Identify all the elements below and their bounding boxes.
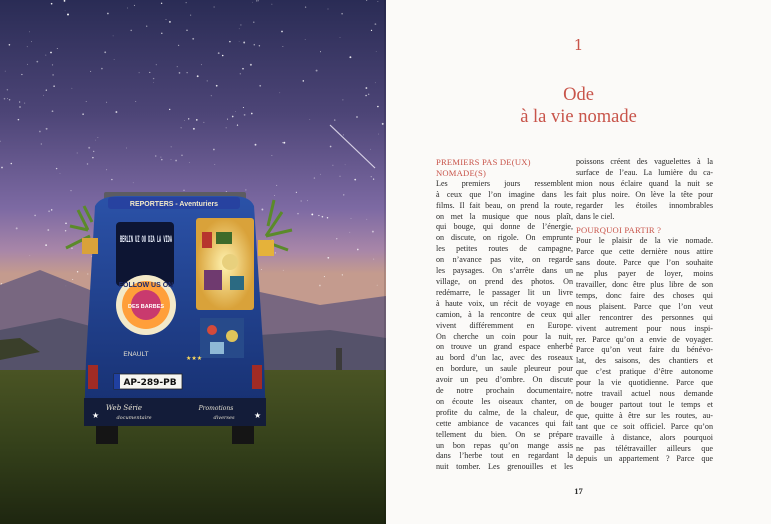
svg-text:★: ★ [92,411,100,420]
star [375,82,376,83]
star [376,51,377,52]
star [171,159,172,160]
star [65,222,67,224]
right-body-text-top [576,157,713,222]
star [101,68,103,70]
star [161,33,162,34]
page-number: 17 [574,486,583,496]
text-line: sans doute. Parce que l’on souhaite [576,258,713,268]
star [29,31,30,32]
star [95,140,96,141]
sticker-text: FOLLOW US ON [118,282,174,289]
star [351,218,352,219]
star [115,111,117,113]
star [256,0,257,1]
star [130,30,132,32]
chapter-title-line-1: Ode [563,85,594,105]
star [171,147,172,148]
star [214,164,215,165]
text-line: tellement du bien. On se prépare [436,429,573,439]
star [296,192,297,193]
star [71,248,72,249]
star [356,116,358,118]
star [240,73,241,74]
star [7,89,8,90]
star [184,120,185,121]
star [314,177,315,178]
star [181,155,183,157]
text-line: On cherche un coin pour la nuit, [436,331,573,341]
star [106,102,107,103]
star [27,64,28,65]
text-line: temps, donc faire des choses qui [576,290,713,300]
star [98,137,99,138]
star [92,157,94,159]
star [153,78,154,79]
star [19,101,20,102]
star [72,279,73,280]
star [41,143,42,144]
star [9,44,11,46]
column-right [576,157,713,465]
right-body-text [576,236,713,465]
star [197,75,199,77]
star [235,111,236,112]
panel-left-1: Web Série [105,404,143,412]
star [311,213,313,215]
star [127,8,128,9]
star [283,270,284,271]
star [377,285,378,286]
text-line: Pour le plaisir de la vie nomade. [576,236,713,246]
star [259,45,260,46]
star [169,109,170,110]
star [250,64,252,66]
star [161,3,162,4]
star [332,165,333,166]
star [283,46,284,47]
star [56,168,57,169]
star [24,103,25,104]
star [153,82,154,83]
license-plate: AP-289-PB [123,378,177,388]
text-page [386,0,771,524]
star [343,194,344,195]
star [243,107,244,108]
star [239,28,240,29]
star [255,144,257,146]
star [190,15,191,16]
star [155,155,156,156]
star [46,128,48,130]
star [372,231,374,233]
text-line: travailler, donc être plus libre de son [576,279,713,289]
star [156,64,157,65]
heading-line: PREMIERS PAS DE(UX) [436,157,531,167]
text-line: rer. Parce qu’on a envie de voyager. [576,334,713,344]
star [282,142,283,143]
star [378,134,379,135]
star [303,80,305,82]
star [113,36,114,37]
star [72,88,73,89]
star [258,0,259,1]
star [354,179,356,181]
chapter-title [386,84,771,128]
star [366,0,367,1]
column-left [436,157,573,473]
star [186,2,187,3]
left-body-text [436,179,573,473]
star [5,71,6,72]
star [161,159,163,161]
star [48,210,50,212]
star [213,149,215,151]
text-line: ne plus payer de loyer, moins [576,269,713,279]
star [366,219,367,220]
star [57,48,58,49]
star [375,23,377,25]
star [343,134,344,135]
star [67,14,69,16]
star [188,118,189,119]
star [19,106,20,107]
star [297,213,299,215]
star [192,38,194,40]
star [345,164,346,165]
heading-line: NOMADE(S) [436,167,487,178]
star [169,21,171,23]
star [1,167,3,169]
star [357,249,359,251]
star [320,174,321,175]
star [320,51,321,52]
star [261,269,262,270]
text-line: à ceux que l’on imagine dans les [436,189,573,199]
star [104,51,106,53]
star [82,113,84,115]
section-heading-premiers-pas [436,157,573,179]
star [272,155,273,156]
star [178,45,179,46]
text-line: en bordure, un saule pleureur pour [436,364,573,374]
star [243,42,245,44]
star [330,146,332,148]
star [371,30,372,31]
star [226,128,227,129]
text-line: on met la musique que nous plaît, [436,211,573,221]
star [327,217,328,218]
star [322,216,324,218]
star [34,215,36,217]
star [316,70,318,72]
star [87,273,88,274]
star [29,255,30,256]
star [135,101,136,102]
star [177,66,178,67]
text-line: au bord d’un lac, avec des roseaux [436,353,573,363]
text-line: que, quitte à être sur les routes, au- [576,410,713,420]
star [319,285,321,287]
star [114,59,115,60]
star [39,131,41,133]
star [275,252,276,253]
panel-right-2: diverses [213,415,235,421]
text-line: tant que ce soit officiel. Parce qu’on [576,421,713,431]
star [254,44,256,46]
star [252,2,253,3]
star [52,110,54,112]
text-line: qui bouge, qui donne de l’énergie, [436,222,573,232]
star [186,30,187,31]
star [349,232,350,233]
star [207,80,208,81]
text-line: regarder les étoiles innombrables [576,200,713,210]
text-line: aller rencontrer des personnes qui [576,312,713,322]
text-line: mion nous éclaire quand la nuit se [576,178,713,188]
star [279,92,280,93]
star [149,72,150,73]
star [340,176,341,177]
section-heading-pourquoi-partir: POURQUOI PARTIR ? [576,225,662,236]
star [16,227,18,229]
text-line: nous plaisent. Parce que l’on veut [576,301,713,311]
star [237,124,238,125]
star [218,52,220,54]
star [133,182,134,183]
star [216,85,218,87]
star [253,22,254,23]
star [187,72,188,73]
star [160,157,161,158]
star [242,68,244,70]
text-line: notre travail actuel nous demande [576,389,713,399]
star [183,190,184,191]
star [43,95,44,96]
star [18,119,20,121]
star [272,4,273,5]
star [305,39,306,40]
star [196,119,198,121]
text-line: travaille à distance, alors pourquoi [576,432,713,442]
text-line: pour la vie quotidienne. Parce que [576,378,713,388]
text-line: Parce qu’on veut faire du bénévo- [576,345,713,355]
star [305,6,306,7]
star [86,101,87,102]
star [7,98,8,99]
star [373,259,374,260]
star [9,99,10,100]
star [88,147,90,149]
text-line: redémarre, le passager lit un livre [436,287,573,297]
star [340,37,341,38]
star [36,61,38,63]
star [377,106,379,108]
text-line: on n’avance pas vite, on regarde [436,255,573,265]
star [52,64,53,65]
text-line: un bon repas qu’on mange assis [436,440,573,450]
star [283,142,285,144]
star [87,163,88,164]
text-line: les paysages. On s’arrête dans un [436,266,573,276]
text-line: à haute voix, un récit de voyage en [436,298,573,308]
star [307,200,308,201]
text-line: Les premiers jours ressemblent [436,178,573,188]
star [227,119,228,120]
text-line: poissons créent des vaguelettes à la [576,157,713,166]
text-line: avoir un peu d’ombre. On discute [436,375,573,385]
roof-sign: REPORTERS - Aventuriers [129,201,219,208]
star [301,201,302,202]
star [328,9,329,10]
star [65,10,66,11]
text-line: fait plus noire. On lève la tête pour [576,189,713,199]
text-line: profite du calme, de la chaleur, de [436,407,573,417]
text-line: films. Il fait beau, on prend la route, [436,200,573,210]
star [60,173,61,174]
star [259,85,261,87]
star [46,90,47,91]
star [90,71,91,72]
star [365,87,367,89]
star [53,85,55,87]
text-line: dans le ciel. [576,211,615,221]
star [349,56,351,58]
text-line: de notre prochain documentaire, [436,386,573,396]
text-line: cette ambiance de vacances qui fait [436,418,573,428]
star [204,122,205,123]
text-line: les petites routes de campagne, [436,244,573,254]
svg-text:★★★: ★★★ [186,355,203,362]
star [318,215,319,216]
star [51,3,53,5]
text-line: depuis un appartement ? Parce que [576,454,713,464]
brand-text: ENAULT [123,351,149,358]
star [175,160,177,162]
star [365,95,367,97]
star [134,5,135,6]
star [77,152,78,153]
star [201,64,202,65]
svg-text:★: ★ [254,411,262,420]
star [65,230,66,231]
star [324,276,325,277]
star [50,52,52,54]
star [327,257,329,259]
star [251,113,253,115]
text-line: on écoute les oiseaux chanter, on [436,396,573,406]
text-line: on discute, on rigole. On emprunte [436,233,573,243]
star [106,169,107,170]
star [139,72,140,73]
star [244,114,246,116]
star [368,94,369,95]
star [64,0,66,2]
star [334,120,335,121]
star [47,229,49,231]
star [245,189,246,190]
star [373,178,374,179]
star [27,46,28,47]
star [107,13,109,15]
star [181,127,182,128]
star [77,271,78,272]
star [51,209,52,210]
star [222,55,224,57]
star [189,162,190,163]
star [370,149,371,150]
text-line: vivent différemment en Europe. [436,320,573,330]
star [336,238,337,239]
sticker-sub: DES BARBES [127,304,165,310]
text-line: ne pas télétravailler ailleurs que [576,443,713,453]
panel-right-1: Promotions [198,405,234,412]
star [229,41,231,43]
star [342,99,343,100]
star [240,24,241,25]
text-line: Parce que cette dernière nous attire [576,247,713,257]
chapter-title-line-2: à la vie nomade [520,107,637,127]
star [211,95,212,96]
star [276,185,277,186]
star [274,195,275,196]
star [93,151,94,152]
text-line: on trouve un grand espace enherbé [436,342,573,352]
star [111,179,112,180]
star [146,26,147,27]
text-line: village, on prend des photos. On [436,276,573,286]
star [52,74,54,76]
star [179,72,181,74]
star [166,19,167,20]
text-line: lat, des saisons, des chantiers et [576,356,713,366]
chapter-number: 1 [573,36,584,54]
star [232,116,234,118]
star [281,31,283,33]
star [214,6,215,7]
text-line: que c’est pratique d’être autonome [576,367,713,377]
star [371,176,372,177]
star [4,98,6,100]
star [261,209,263,211]
star [71,190,72,191]
star [1,283,2,284]
text-line: dans l’herbe tout en regardant la [436,451,573,461]
text-line: vivent autrement pour nous inspi- [576,323,713,333]
star [31,41,32,42]
text-line: de bouger partout tout le temps et [576,399,713,409]
star [21,74,22,75]
star [126,148,127,149]
text-line: camion, à la rencontre de ceux qui [436,309,573,319]
text-line: nuit tomber. Les grenouilles et les [436,462,573,472]
window-graffiti: BERLIN UZ OU DZA LA VIDA [120,235,173,245]
star [239,41,240,42]
star [378,1,379,2]
star [342,274,343,275]
panel-left-2: documentaire [116,415,152,421]
star [309,119,310,120]
text-line: surface de l’eau. La lumière du ca- [576,167,713,177]
star [45,55,46,56]
star [193,128,195,130]
star [45,244,47,246]
star [341,13,343,15]
star [11,163,13,165]
